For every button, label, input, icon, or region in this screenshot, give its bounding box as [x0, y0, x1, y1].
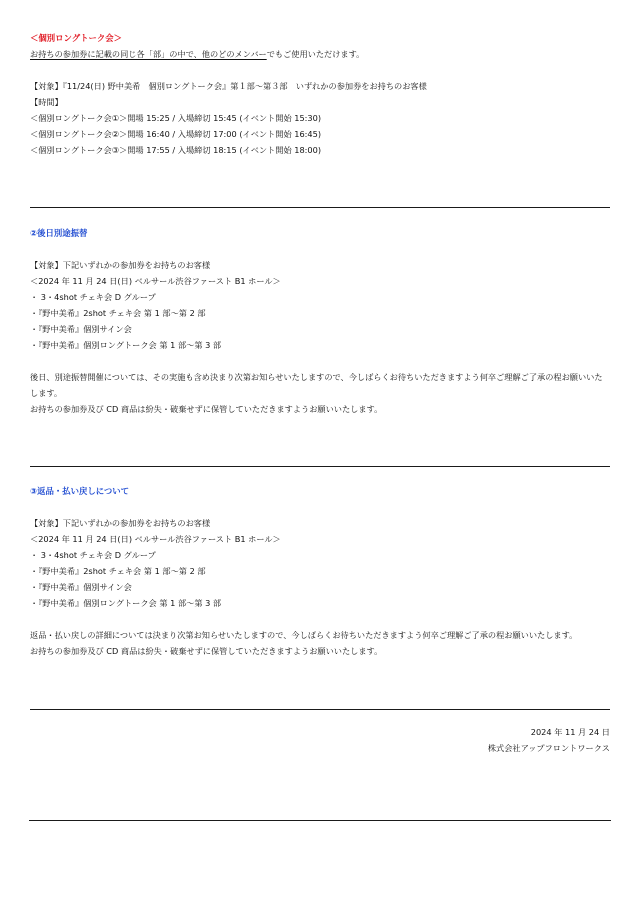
divider	[30, 207, 610, 208]
longtalk-target: 【対象】『11/24(日) 野中美希 個別ロングトーク会』第１部～第３部 いずれかの参加券をお持ちのお客様	[30, 81, 427, 91]
refund-note: お持ちの参加券及び CD 商品は紛失・破棄せずに保管していただきますようお願いいたします。	[30, 646, 383, 656]
list-item: ・ 3・4shot チェキ会 D グループ	[30, 550, 156, 560]
spacer	[30, 62, 610, 78]
spacer	[30, 499, 610, 515]
reschedule-target: 【対象】下記いずれかの参加券をお持ちのお客様	[30, 260, 211, 270]
signature	[30, 724, 610, 756]
longtalk-description-rest: でもご使用いただけます。	[266, 49, 365, 59]
reschedule-venue: ＜2024 年 11 月 24 日(日) ベルサール渋谷ファースト B1 ホール＞	[30, 276, 281, 286]
list-item: ・『野中美希』個別サイン会	[30, 324, 132, 334]
list-item: ・『野中美希』個別ロングトーク会 第 1 部～第 3 部	[30, 340, 222, 350]
time-slot: ＜個別ロングトーク会②＞開場 16:40 / 入場締切 17:00 (イベント開始 16:45)	[30, 129, 322, 139]
refund-note: 返品・払い戻しの詳細については決まり次第お知らせいたしますので、今しばらくお待ちいただきますよう何卒ご理解ご了承の程お願いいたします。	[30, 630, 578, 640]
divider	[29, 820, 611, 821]
longtalk-description	[30, 46, 610, 62]
reschedule-note: します。	[30, 388, 63, 398]
list-item: ・『野中美希』個別ロングトーク会 第 1 部～第 3 部	[30, 598, 222, 608]
reschedule-note: お持ちの参加券及び CD 商品は紛失・破棄せずに保管していただきますようお願いいたします。	[30, 404, 383, 414]
spacer	[30, 353, 610, 369]
reschedule-section	[30, 225, 610, 417]
time-slot: ＜個別ロングトーク会①＞開場 15:25 / 入場締切 15:45 (イベント開始 15:30)	[30, 113, 322, 123]
refund-target: 【対象】下記いずれかの参加券をお持ちのお客様	[30, 518, 211, 528]
time-heading: 【時間】	[30, 97, 63, 107]
refund-section	[30, 483, 610, 659]
time-slot: ＜個別ロングトーク会③＞開場 17:55 / 入場締切 18:15 (イベント開始 18:00)	[30, 145, 322, 155]
list-item: ・ 3・4shot チェキ会 D グループ	[30, 292, 156, 302]
longtalk-section	[30, 30, 610, 158]
spacer	[30, 241, 610, 257]
list-item: ・『野中美希』2shot チェキ会 第 1 部～第 2 部	[30, 308, 206, 318]
divider	[30, 466, 610, 467]
list-item: ・『野中美希』個別サイン会	[30, 582, 132, 592]
refund-venue: ＜2024 年 11 月 24 日(日) ベルサール渋谷ファースト B1 ホール＞	[30, 534, 281, 544]
spacer	[30, 611, 610, 627]
divider	[30, 709, 610, 710]
signature-date: 2024 年 11 月 24 日	[530, 727, 610, 737]
longtalk-title: ＜個別ロングトーク会＞	[30, 33, 122, 43]
signature-company: 株式会社アップフロントワークス	[487, 743, 610, 753]
refund-title: ③返品・払い戻しについて	[30, 486, 130, 496]
longtalk-description-underlined: お持ちの参加券に記載の同じ各「部」の中で、他のどのメンバー	[30, 49, 267, 59]
list-item: ・『野中美希』2shot チェキ会 第 1 部～第 2 部	[30, 566, 206, 576]
reschedule-title: ②後日別途振替	[30, 228, 88, 238]
reschedule-note: 後日、別途振替開催については、その実施も含め決まり次第お知らせいたしますので、今しばらくお待ちいただきますよう何卒ご理解ご了承の程お願いいた	[30, 372, 603, 382]
